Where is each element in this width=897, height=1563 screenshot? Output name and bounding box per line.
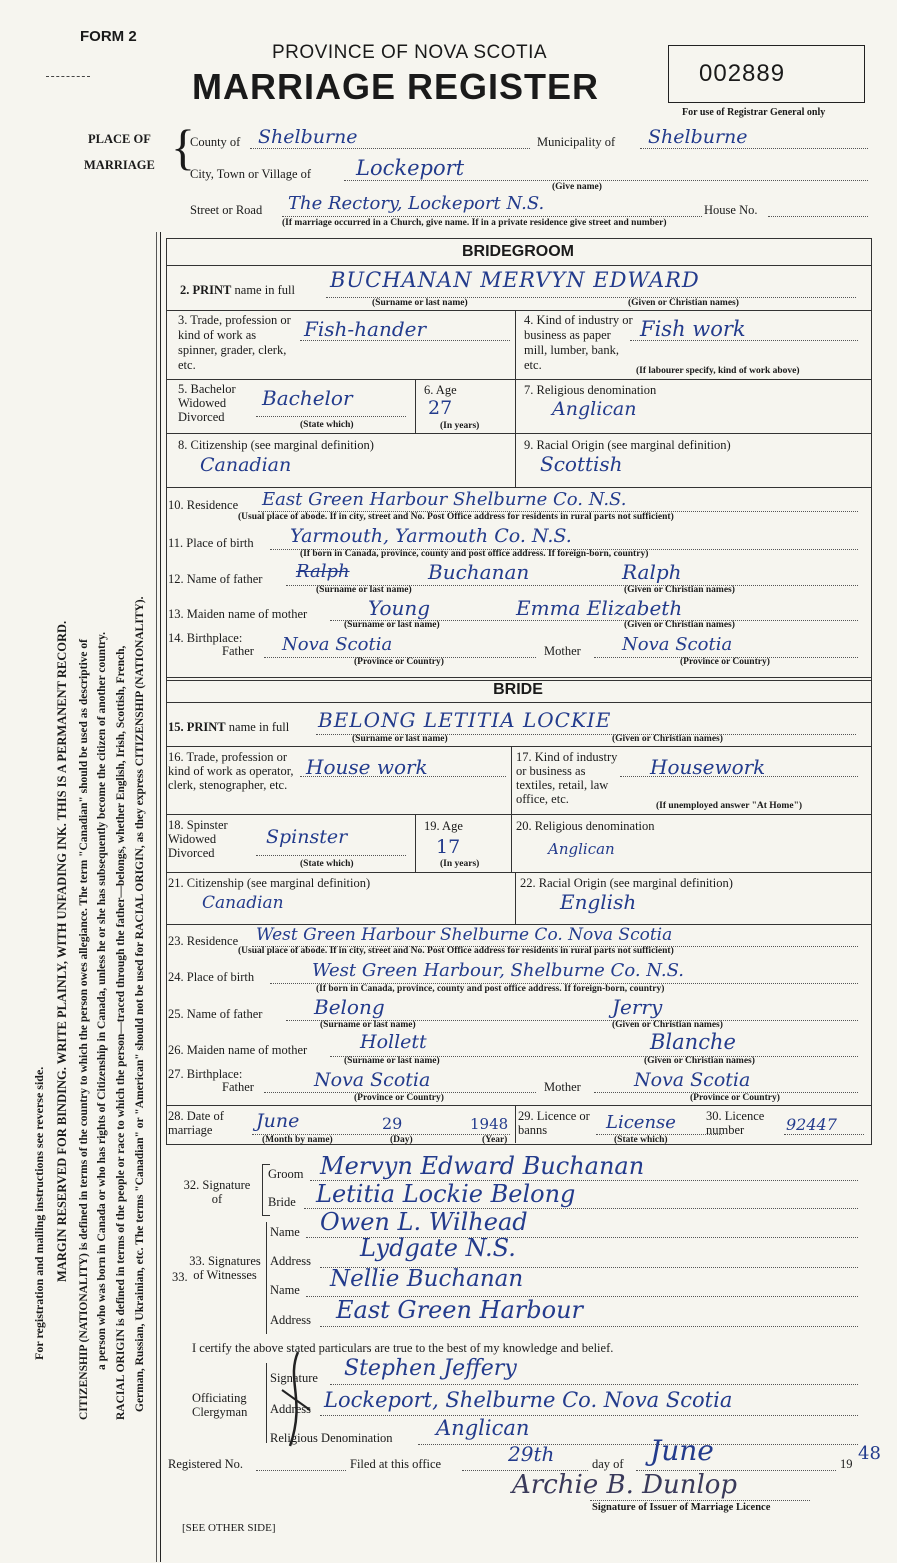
groom-age: 27 (428, 397, 453, 419)
groom-father-label: 12. Name of father (168, 572, 263, 586)
licence-state-which: (State which) (614, 1135, 668, 1145)
signature-label: 32. Signature of (183, 1178, 251, 1206)
groom-trade-label: 3. Trade, profession or kind of work as spinner, grader, clerk, etc. (178, 313, 291, 372)
street-value: The Rectory, Lockeport N.S. (288, 193, 545, 214)
bride-residence-label: 23. Residence (168, 934, 239, 948)
bride-father-bp-label: Father (222, 1080, 254, 1094)
groom-citizenship-label: 8. Citizenship (see marginal definition) (178, 438, 374, 452)
marriage-month-note: (Month by name) (262, 1135, 333, 1145)
groom-industry: Fish work (640, 317, 746, 341)
groom-father-struck: Ralph (296, 561, 350, 582)
see-other-side: [SEE OTHER SIDE] (182, 1522, 276, 1534)
groom-mother-given: Emma Elizabeth (516, 596, 683, 620)
province-heading: PROVINCE OF NOVA SCOTIA (272, 42, 548, 63)
bride-mother-given: Blanche (650, 1030, 736, 1054)
licence-number-label: 30. Licence number (706, 1109, 765, 1137)
brace: { (171, 119, 195, 175)
page-title: MARRIAGE REGISTER (192, 66, 600, 107)
marriage-day: 29 (382, 1114, 403, 1133)
groom-religion: Anglican (552, 398, 637, 420)
groom-industry-note: (If labourer specify, kind of work above) (636, 366, 800, 376)
groom-mother-surname: Young (368, 596, 431, 620)
bride-racial: English (560, 890, 637, 914)
bride-province-note-2: (Province or Country) (690, 1093, 780, 1103)
bride-trade-label: 16. Trade, profession or kind of work as operator, clerk, stenographer, etc. (168, 750, 294, 792)
issuer-signature: Archie B. Dunlop (512, 1470, 738, 1500)
marriage-date-label: 28. Date of marriage (168, 1109, 224, 1137)
groom-racial-label: 9. Racial Origin (see marginal definition) (524, 438, 731, 452)
bride-given-note: (Given or Christian names) (612, 734, 723, 744)
bride-status: Spinster (266, 826, 348, 848)
bride-mother-bp-label: Mother (544, 1080, 581, 1094)
clergy-signature-label: Signature (270, 1371, 318, 1385)
form-number: FORM 2 (80, 28, 137, 45)
clergy-address: Lockeport, Shelburne Co. Nova Scotia (324, 1388, 733, 1412)
groom-surname-note: (Surname or last name) (372, 298, 468, 308)
street-note: (If marriage occurred in a Church, give name. If in a private residence give street and number) (282, 218, 667, 228)
bride-father-label: 25. Name of father (168, 1007, 263, 1021)
margin-binding-note: MARGIN RESERVED FOR BINDING. WRITE PLAINLY, WITH UNFADING INK. THIS IS A PERMANENT RECORD. (55, 620, 69, 1282)
bride-birthplace-label: 24. Place of birth (168, 970, 255, 984)
groom-sig-label: Groom (268, 1167, 304, 1181)
filed-year: 48 (858, 1443, 881, 1464)
groom-residence-label: 10. Residence (168, 498, 239, 512)
bride-residence-note: (Usual place of abode. If in city, street and No. Post Office address for residents in rural parts not sufficient) (238, 946, 674, 956)
bride-father-given: Jerry (612, 995, 663, 1019)
groom-in-years: (In years) (440, 421, 480, 431)
groom-given-note: (Given or Christian names) (628, 298, 739, 308)
certification-text: I certify the above stated particulars are true to the best of my knowledge and belief. (192, 1341, 614, 1355)
clergy-denomination: Anglican (436, 1416, 530, 1440)
bride-birthplace: West Green Harbour, Shelburne Co. N.S. (312, 960, 685, 981)
witness1-name-label: Name (270, 1225, 300, 1239)
bride-citizenship-label: 21. Citizenship (see marginal definition) (168, 876, 371, 890)
town-label: City, Town or Village of (190, 167, 312, 181)
bride-age: 17 (436, 836, 461, 858)
licence-number: 92447 (786, 1115, 837, 1134)
bride-province-note-1: (Province or Country) (354, 1093, 444, 1103)
filed-year-prefix: 19 (840, 1457, 853, 1471)
bride-racial-label: 22. Racial Origin (see marginal definition) (520, 876, 733, 890)
marriage-year-note: (Year) (482, 1135, 508, 1145)
margin-citizenship-def2: a person who was born in Canada or who has rights of Citizenship in Canada, unless he or she has subsequently become the citizen of another country. (96, 631, 108, 1370)
bride-surname-note: (Surname or last name) (352, 734, 448, 744)
day-of-label: day of (592, 1457, 624, 1471)
groom-birthplace: Yarmouth, Yarmouth Co. N.S. (290, 525, 572, 547)
groom-province-note-1: (Province or Country) (354, 657, 444, 667)
witness2-name-label: Name (270, 1283, 300, 1297)
groom-father-surname-note: (Surname or last name) (316, 585, 412, 595)
groom-signature: Mervyn Edward Buchanan (320, 1152, 645, 1180)
groom-father-given: Ralph (622, 560, 682, 584)
bride-father-surname-note: (Surname or last name) (320, 1020, 416, 1030)
bride-status-label: 18. Spinster Widowed Divorced (168, 818, 228, 860)
bride-residence: West Green Harbour Shelburne Co. Nova Scotia (256, 925, 673, 945)
margin-racial-def: RACIAL ORIGIN is defined in terms of the people or race to which the person—traced through the father—belongs, whether English, Irish, Scottish, French, (115, 645, 127, 1420)
groom-mother-label: 13. Maiden name of mother (168, 607, 308, 621)
groom-birthplace-label: 11. Place of birth (168, 536, 254, 550)
bride-mother-surname-note: (Surname or last name) (344, 1056, 440, 1066)
bride-religion-label: 20. Religious denomination (516, 819, 655, 833)
bride-birthplace-note: (If born in Canada, province, county and post office address. If foreign-born, country) (316, 984, 665, 994)
municipality-label: Municipality of (537, 135, 616, 149)
witness1-signature: Owen L. Wilhead (320, 1208, 528, 1236)
stray-mark (46, 76, 90, 77)
bride-in-years: (In years) (440, 859, 480, 869)
witness-label: 33. Signatures of Witnesses (189, 1254, 261, 1282)
filed-day: 29th (508, 1442, 555, 1466)
clergyman-label: Officiating Clergyman (192, 1391, 248, 1419)
marriage-day-note: (Day) (390, 1135, 413, 1145)
bride-father-given-note: (Given or Christian names) (612, 1020, 723, 1030)
bride-father-bp: Nova Scotia (314, 1069, 431, 1091)
bride-signature: Letitia Lockie Belong (316, 1180, 576, 1208)
bride-age-label: 19. Age (424, 819, 463, 833)
register-number: 002889 (699, 60, 786, 87)
bride-industry: Housework (650, 755, 766, 779)
registrar-note: For use of Registrar General only (682, 107, 826, 118)
groom-religion-label: 7. Religious denomination (524, 383, 657, 397)
clergy-signature: Stephen Jeffery (344, 1356, 517, 1381)
groom-name: BUCHANAN MERVYN EDWARD (330, 268, 700, 292)
groom-residence: East Green Harbour Shelburne Co. N.S. (262, 489, 627, 510)
bride-name: BELONG LETITIA LOCKIE (318, 708, 612, 732)
witness2-signature: Nellie Buchanan (330, 1266, 524, 1292)
house-label: House No. (704, 203, 758, 217)
witness2-address: East Green Harbour (336, 1296, 584, 1324)
county-value: Shelburne (258, 126, 358, 148)
groom-status-label: 5. Bachelor Widowed Divorced (178, 382, 236, 424)
groom-citizenship: Canadian (200, 454, 292, 476)
groom-province-note-2: (Province or Country) (680, 657, 770, 667)
groom-father-bp-label: Father (222, 644, 254, 658)
witness1-address-label: Address (270, 1254, 311, 1268)
bride-mother-label: 26. Maiden name of mother (168, 1043, 308, 1057)
bride-heading: BRIDE (493, 681, 543, 698)
filed-label: Filed at this office (350, 1457, 442, 1471)
groom-mother-surname-note: (Surname or last name) (344, 620, 440, 630)
groom-birthplace-note: (If born in Canada, province, county and post office address. If foreign-born, country) (300, 549, 649, 559)
bride-religion: Anglican (548, 840, 615, 858)
groom-father-given-note: (Given or Christian names) (624, 585, 735, 595)
groom-racial: Scottish (540, 452, 623, 476)
groom-state-which: (State which) (300, 420, 354, 430)
municipality-value: Shelburne (648, 126, 748, 148)
groom-father-bp: Nova Scotia (282, 634, 393, 655)
groom-mother-given-note: (Given or Christian names) (624, 620, 735, 630)
groom-birthplaces-label: 14. Birthplace: (168, 631, 243, 645)
filed-month: June (650, 1434, 714, 1467)
clergy-cross-mark (276, 1350, 316, 1450)
witness1-address: Lydgate N.S. (360, 1234, 516, 1262)
bride-state-which: (State which) (300, 859, 354, 869)
issuer-label: Signature of Issuer of Marriage Licence (592, 1502, 771, 1513)
place-of-label: PLACE OF (88, 132, 151, 146)
margin-instructions: For registration and mailing instructions see reverse side. (32, 1066, 46, 1360)
bridegroom-heading: BRIDEGROOM (462, 243, 574, 260)
register-number-box (668, 45, 865, 103)
give-name-note: (Give name) (552, 182, 602, 192)
bride-mother-given-note: (Given or Christian names) (644, 1056, 755, 1066)
registered-no-label: Registered No. (168, 1457, 243, 1471)
margin-citizenship-def: CITIZENSHIP (NATIONALITY) is defined in terms of the country to which the person owes allegiance. The term "Canadian" should be used as descriptive of (78, 639, 90, 1420)
witness2-address-label: Address (270, 1313, 311, 1327)
street-label: Street or Road (190, 203, 263, 217)
bride-father-surname: Belong (314, 995, 385, 1019)
groom-age-label: 6. Age (424, 383, 457, 397)
margin-racial-def2: German, Russian, Ukrainian, etc. The terms "Canadian" or "American" should not be used for RACIAL ORIGIN, as they express CITIZENSHIP (NATIONALITY). (134, 596, 146, 1412)
marriage-month: June (256, 1110, 300, 1132)
groom-father-surname: Buchanan (428, 560, 530, 584)
bride-citizenship: Canadian (202, 893, 284, 913)
county-label: County of (190, 135, 241, 149)
bride-sig-label: Bride (268, 1195, 296, 1209)
licence-label: 29. Licence or banns (518, 1109, 590, 1137)
town-value: Lockeport (356, 156, 465, 180)
bride-industry-note: (If unemployed answer "At Home") (656, 801, 803, 811)
clergy-address-label: Address (270, 1402, 311, 1416)
bride-trade: House work (306, 755, 428, 779)
groom-mother-bp: Nova Scotia (622, 634, 733, 655)
licence-value: License (606, 1112, 676, 1133)
bride-birthplaces-label: 27. Birthplace: (168, 1067, 243, 1081)
clergy-denomination-label: Religious Denomination (270, 1431, 393, 1445)
marriage-label: MARRIAGE (84, 158, 155, 172)
marriage-year: 1948 (470, 1115, 509, 1133)
bride-mother-surname: Hollett (360, 1031, 427, 1053)
bride-industry-label: 17. Kind of industry or business as textiles, retail, law office, etc. (516, 750, 618, 806)
groom-mother-bp-label: Mother (544, 644, 581, 658)
groom-residence-note: (Usual place of abode. If in city, street and No. Post Office address for residents in rural parts not sufficient) (238, 512, 674, 522)
groom-industry-label: 4. Kind of industry or business as paper mill, lumber, bank, etc. (524, 313, 633, 372)
groom-trade: Fish-hander (304, 317, 427, 341)
bride-mother-bp: Nova Scotia (634, 1069, 751, 1091)
groom-status: Bachelor (262, 386, 353, 410)
